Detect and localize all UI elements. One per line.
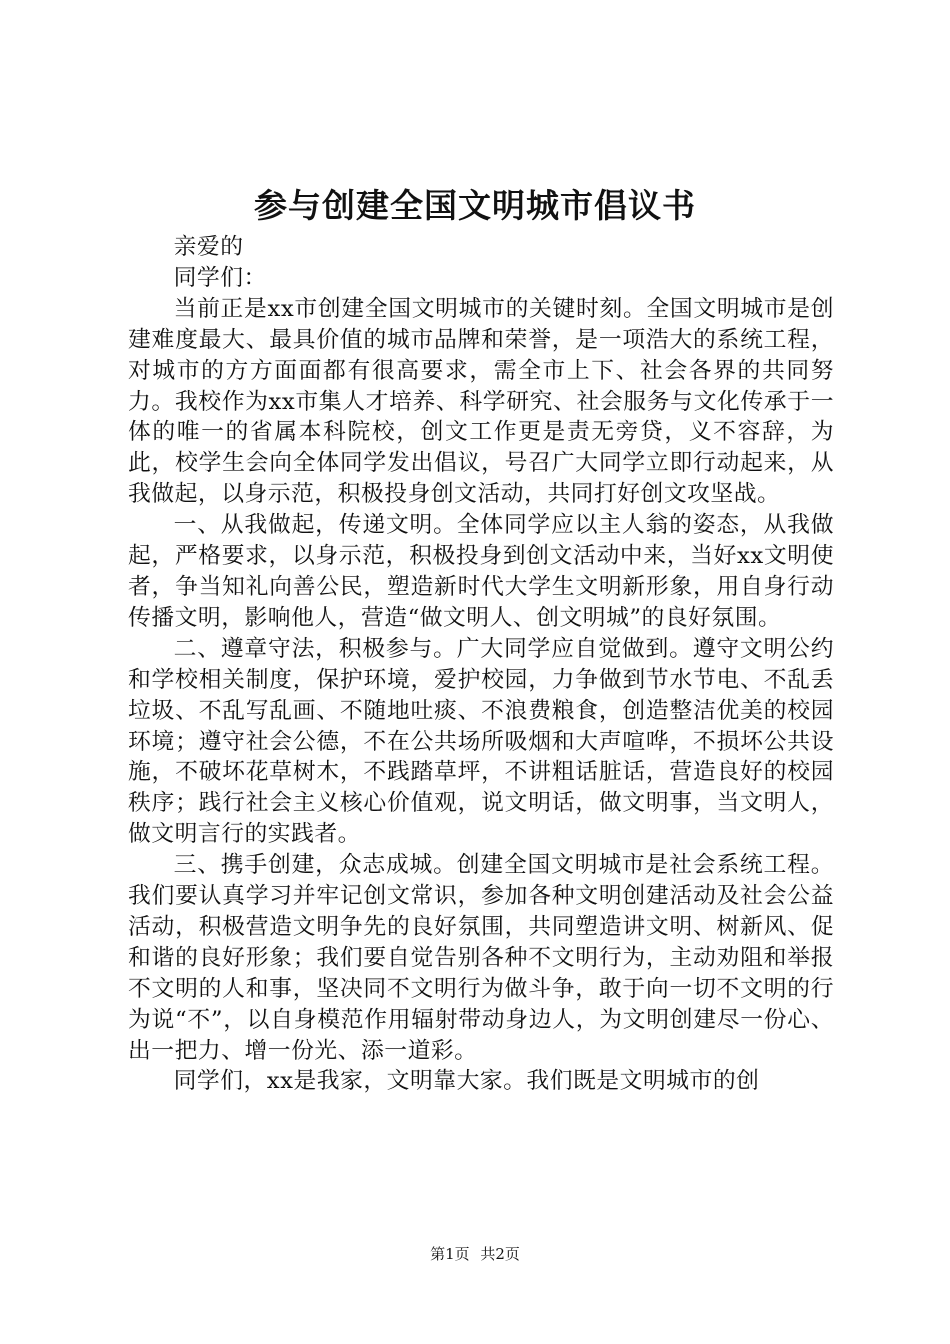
- page-number-total: 共2页: [480, 1245, 520, 1263]
- page-footer: [0, 1244, 950, 1264]
- body-paragraph: 当前正是xx市创建全国文明城市的关键时刻。全国文明城市是创建难度最大、最具价值的城市品牌和荣誉，是一项浩大的系统工程，对城市的方方面面都有很高要求，需全市上下、社会各界的共同努力。我校作为xx市集人才培养、科学研究、社会服务与文化传承于一体的唯一的省属本科院校，创文工作更是责无旁贷，义不容辞，为此，校学生会向全体同学发出倡议，号召广大同学立即行动起来，从我做起，以身示范，积极投身创文活动，共同打好创文攻坚战。: [128, 295, 834, 508]
- body-paragraph: 一、从我做起，传递文明。全体同学应以主人翁的姿态，从我做起，严格要求，以身示范，积极投身到创文活动中来，当好xx文明使者，争当知礼向善公民，塑造新时代大学生文明新形象，用自身行动传播文明，影响他人，营造“做文明人、创文明城”的良好氛围。: [128, 512, 834, 631]
- body-paragraph: 三、携手创建，众志成城。创建全国文明城市是社会系统工程。我们要认真学习并牢记创文常识，参加各种文明创建活动及社会公益活动，积极营造文明争先的良好氛围，共同塑造讲文明、树新风、促和谐的良好形象；我们要自觉告别各种不文明行为，主动劝阻和举报不文明的人和事，坚决同不文明行为做斗争，敢于向一切不文明的行为说“不”，以自身模范作用辐射带动身边人，为文明创建尽一份心、出一把力、增一份光、添一道彩。: [128, 852, 834, 1064]
- salutation-line: 同学们：: [173, 264, 267, 291]
- document-title: 参与创建全国文明城市倡议书: [254, 186, 696, 225]
- page-number-current: 第1页: [430, 1245, 470, 1263]
- salutation-line: 亲爱的: [173, 234, 244, 260]
- body-paragraph: 二、遵章守法，积极参与。广大同学应自觉做到。遵守文明公约和学校相关制度，保护环境，爱护校园，力争做到节水节电、不乱丢垃圾、不乱写乱画、不随地吐痰、不浪费粮食，创造整洁优美的校园环境；遵守社会公德，不在公共场所吸烟和大声喧哗，不损坏公共设施，不破坏花草树木，不践踏草坪，不讲粗话脏话，营造良好的校园秩序；践行社会主义核心价值观，说文明话，做文明事，当文明人，做文明言行的实践者。: [128, 635, 834, 848]
- body-paragraph: 同学们，xx是我家，文明靠大家。我们既是文明城市的创: [173, 1068, 760, 1095]
- document-body: [128, 232, 834, 1097]
